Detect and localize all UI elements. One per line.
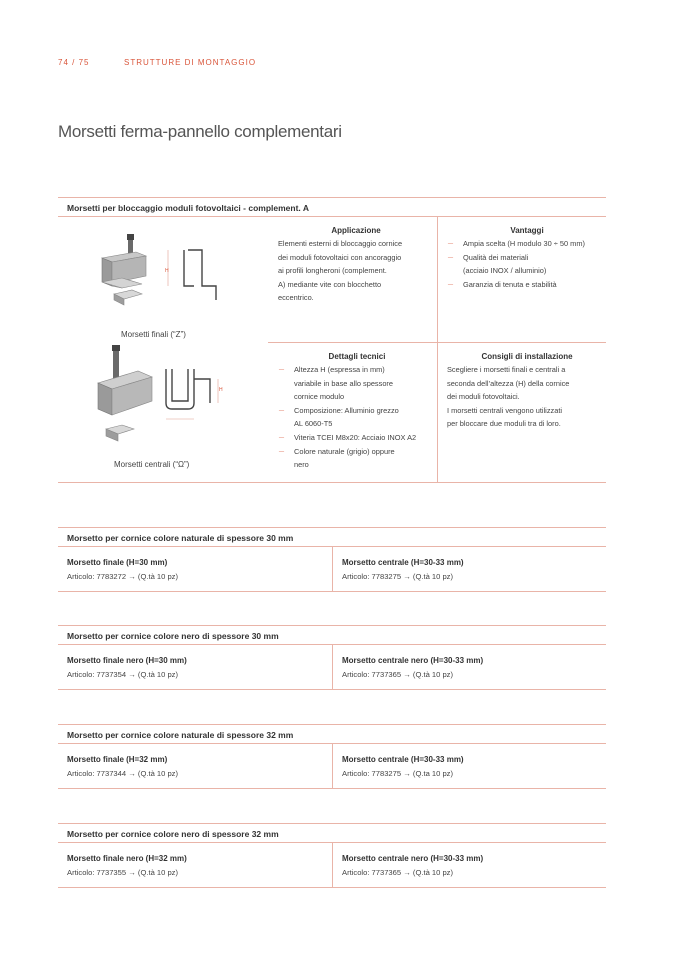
cell-title: Morsetto finale nero (H=30 mm) [67,656,187,665]
vantaggi-item: _ Garanzia di tenuta e stabilità [447,278,607,292]
dimension-label: H [165,268,169,274]
central-clamp-illustration [92,343,232,448]
divider [332,546,333,591]
dettagli-item: _ Colore naturale (grigio) oppure nero [278,445,436,472]
divider [58,216,606,217]
table-heading: Morsetto per cornice colore nero di spessore 30 mm [67,631,279,641]
applicazione-line: dei moduli fotovoltaici con ancoraggio [278,252,402,262]
clamp-side [98,383,112,415]
divider [58,197,606,198]
omega-profile-drawing [166,369,194,409]
cell-title: Morsetto finale (H=30 mm) [67,558,168,567]
cell-article: Articolo: 7783272 → (Q.tà 10 pz) [67,572,179,581]
dettagli-item: _ Composizione: Alluminio grezzo AL 6060-T5 [278,404,436,431]
applicazione-line: ai profili longheroni (complement. [278,266,387,276]
vantaggi-block [447,224,607,291]
cell-title: Morsetto centrale nero (H=30-33 mm) [342,854,484,863]
table-heading: Morsetto per cornice colore naturale di spessore 32 mm [67,730,294,740]
cell-title: Morsetto centrale (H=30-33 mm) [342,755,464,764]
applicazione-block [278,224,434,305]
applicazione-title: Applicazione [331,226,381,235]
dettagli-block [278,350,436,472]
divider [58,823,606,824]
dettagli-title: Dettagli tecnici [328,352,386,361]
divider [332,743,333,788]
divider [58,625,606,626]
product-heading: Morsetti per bloccaggio moduli fotovoltaici - complement. A [67,203,309,213]
divider [58,527,606,528]
vantaggi-title: Vantaggi [510,226,544,235]
divider [58,724,606,725]
cell-article: Articolo: 7737365 → (Q.tà 10 pz) [342,670,454,679]
table-heading: Morsetto per cornice colore naturale di spessore 30 mm [67,533,294,543]
caption-final: Morsetti finali (“Z”) [121,330,186,339]
page-number: 74 / 75 [58,58,90,67]
cell-title: Morsetto finale nero (H=32 mm) [67,854,187,863]
table-heading: Morsetto per cornice colore nero di spessore 32 mm [67,829,279,839]
cell-article: Articolo: 7737365 → (Q.tà 10 pz) [342,868,454,877]
cell-article: Articolo: 7783275 → (Q.ta 10 pz) [342,769,454,778]
applicazione-line: A) mediante vite con blocchetto [278,279,382,289]
consigli-line: per bloccare due moduli tra di loro. [447,419,561,429]
divider [58,689,606,690]
applicazione-line: Elementi esterni di bloccaggio cornice [278,239,403,248]
cell-article: Articolo: 7737344 → (Q.tà 10 pz) [67,769,179,778]
cell-article: Articolo: 7737355 → (Q.tà 10 pz) [67,868,179,877]
consigli-line: seconda dell’altezza (H) della cornice [447,378,570,388]
consigli-block [447,350,607,431]
z-profile-drawing [188,250,216,300]
cell-article: Articolo: 7737354 → (Q.tà 10 pz) [67,670,179,679]
cell-title: Morsetto finale (H=32 mm) [67,755,168,764]
cell-title: Morsetto centrale nero (H=30-33 mm) [342,656,484,665]
dimension-label: H [219,387,223,393]
applicazione-line: eccentrico. [278,293,314,303]
cell-title: Morsetto centrale (H=30-33 mm) [342,558,464,567]
consigli-line: I morsetti centrali vengono utilizzati [447,405,563,415]
consigli-line: dei moduli fotovoltaici. [447,392,520,402]
vantaggi-item: _ Ampia scelta (H modulo 30 ÷ 50 mm) [447,237,607,251]
section-name: STRUTTURE DI MONTAGGIO [124,58,257,67]
cell-article: Articolo: 7783275 → (Q.tà 10 pz) [342,572,454,581]
page-title: Morsetti ferma-pannello complementari [58,122,342,141]
dettagli-item: _ Altezza H (espressa in mm) variabile in base allo spessore cornice modulo [278,363,436,404]
divider [332,842,333,887]
vantaggi-item: _ Qualità dei materiali (acciaio INOX / alluminio) [447,251,607,278]
final-clamp-illustration [92,228,227,310]
divider [58,482,606,483]
divider [58,591,606,592]
divider [437,216,438,482]
divider [268,342,606,343]
divider [58,887,606,888]
divider [332,644,333,689]
divider [58,788,606,789]
caption-central: Morsetti centrali (“Ω”) [114,460,190,469]
bolt-head [112,345,120,351]
dettagli-item: _ Viteria TCEI M8x20: Acciaio INOX A2 [278,431,436,445]
page-header [58,58,256,67]
bolt-shaft [113,351,119,381]
bolt-head [127,234,134,240]
consigli-title: Consigli di installazione [481,352,573,361]
consigli-line: Scegliere i morsetti finali e centrali a [447,365,566,374]
